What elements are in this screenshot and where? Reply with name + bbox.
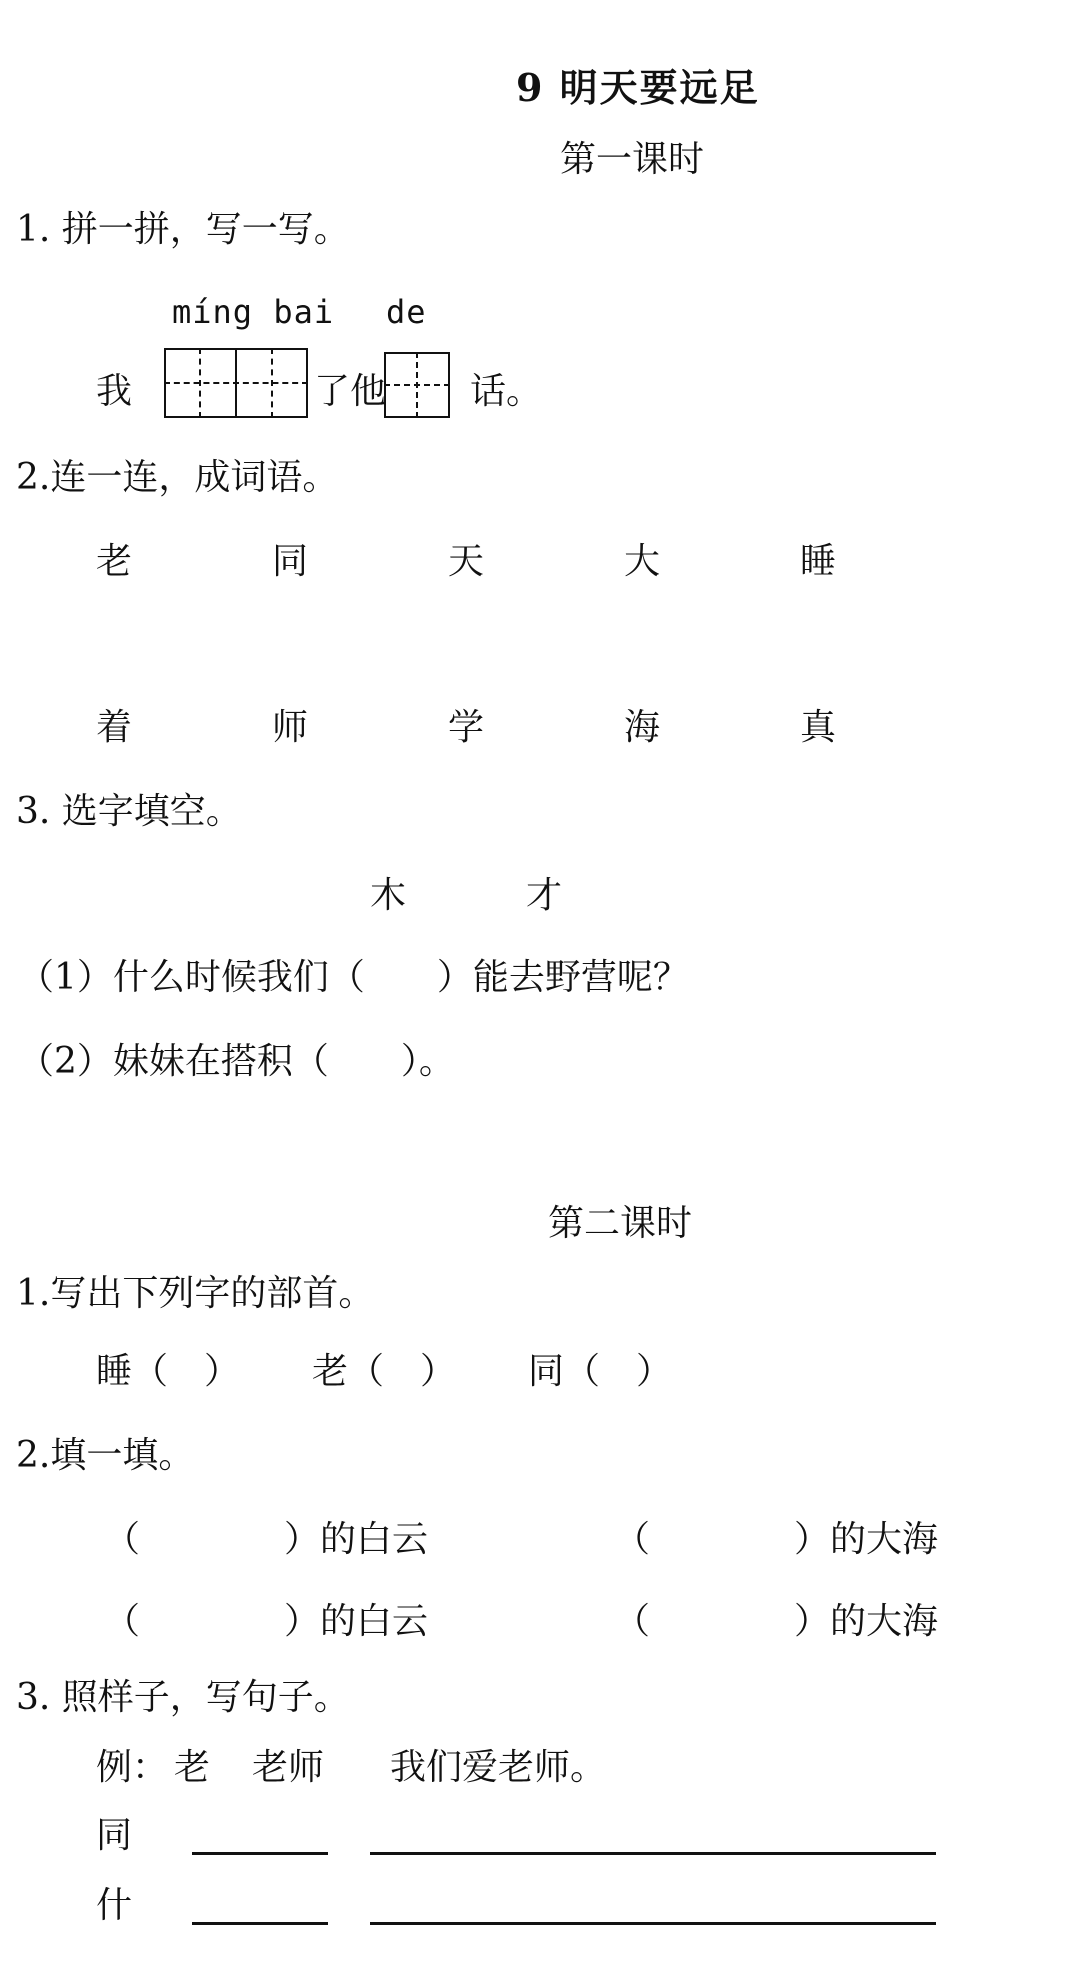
match-bottom-2[interactable]: 师 <box>272 707 309 748</box>
example-word: 老师 <box>252 1747 325 1788</box>
fill-row2-right[interactable]: （ ）的大海 <box>614 1601 939 1642</box>
choice-cai: 才 <box>526 875 563 916</box>
word-blank-2[interactable] <box>192 1922 328 1925</box>
lesson2-q2-prompt: 2.填一填。 <box>16 1435 195 1476</box>
sentence-post: 话。 <box>470 371 543 412</box>
practice-char-2: 什 <box>96 1885 133 1926</box>
choice-mu: 木 <box>370 875 407 916</box>
pinyin-de: de <box>386 293 427 331</box>
lesson2-q1-prompt: 1.写出下列字的部首。 <box>16 1273 375 1314</box>
word-blank-1[interactable] <box>192 1852 328 1855</box>
example-label: 例： <box>96 1747 169 1788</box>
match-top-2[interactable]: 同 <box>272 541 309 582</box>
lesson1-q2-prompt: 2.连一连，成词语。 <box>16 457 339 498</box>
practice-char-1: 同 <box>96 1815 133 1856</box>
radical-item-2[interactable]: 老（ ） <box>312 1351 457 1392</box>
sentence-mid: 了他 <box>314 371 387 412</box>
example-sentence: 我们爱老师。 <box>390 1747 607 1788</box>
match-top-5[interactable]: 睡 <box>800 541 837 582</box>
match-top-4[interactable]: 大 <box>624 541 661 582</box>
sentence-blank-2[interactable] <box>370 1922 936 1925</box>
match-bottom-3[interactable]: 学 <box>448 707 485 748</box>
fill-row1-right[interactable]: （ ）的大海 <box>614 1519 939 1560</box>
lesson2-q3-prompt: 3. 照样子，写句子。 <box>16 1677 350 1718</box>
radical-item-1[interactable]: 睡（ ） <box>96 1351 241 1392</box>
fill-row2-left[interactable]: （ ）的白云 <box>104 1601 429 1642</box>
sentence-pre: 我 <box>96 371 133 412</box>
radical-item-3[interactable]: 同（ ） <box>528 1351 673 1392</box>
sentence-blank-1[interactable] <box>370 1852 936 1855</box>
match-top-3[interactable]: 天 <box>448 541 485 582</box>
lesson2-heading: 第二课时 <box>548 1203 693 1244</box>
page-title: 9 明天要远足 <box>516 65 760 110</box>
fill-row1-left[interactable]: （ ）的白云 <box>104 1519 429 1560</box>
match-bottom-5[interactable]: 真 <box>800 707 837 748</box>
match-bottom-4[interactable]: 海 <box>624 707 661 748</box>
match-bottom-1[interactable]: 着 <box>96 707 133 748</box>
pinyin-mingbai: míng bai <box>172 293 335 331</box>
example-char: 老 <box>174 1747 211 1788</box>
match-top-1[interactable]: 老 <box>96 541 133 582</box>
lesson1-q1-prompt: 1. 拼一拼，写一写。 <box>16 209 350 250</box>
fill-sentence-1[interactable]: （1）什么时候我们（ ）能去野营呢？ <box>18 957 689 998</box>
lesson1-q3-prompt: 3. 选字填空。 <box>16 791 242 832</box>
fill-sentence-2[interactable]: （2）妹妹在搭积（ ）。 <box>18 1041 455 1082</box>
lesson1-heading: 第一课时 <box>560 139 705 180</box>
